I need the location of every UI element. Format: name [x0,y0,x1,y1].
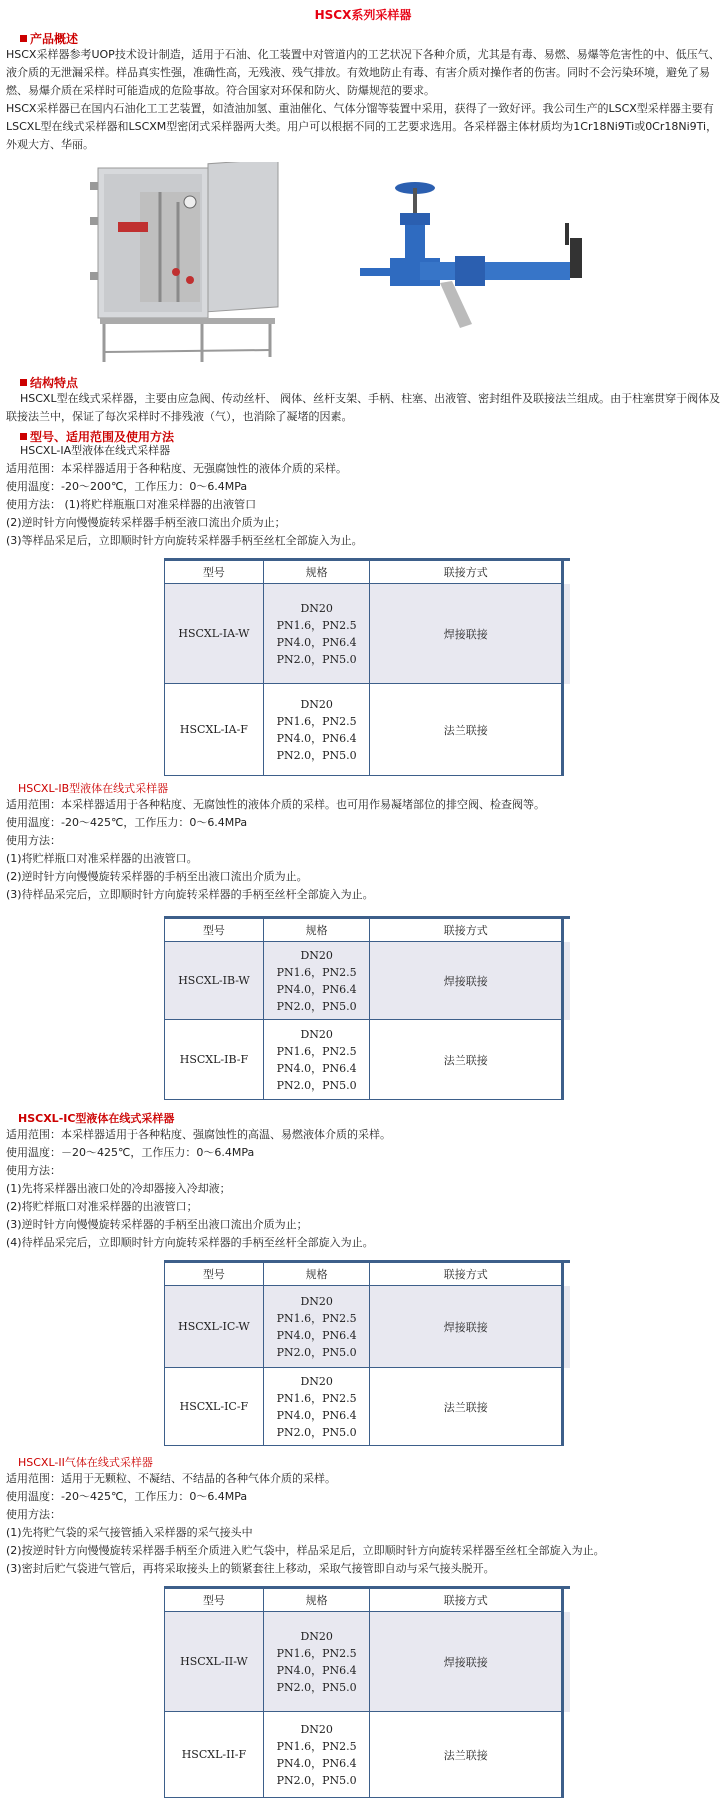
model-cell: HSCXL-IC-W [165,1286,264,1368]
ic-step-3: (3)逆时针方向慢慢旋转采样器的手柄至出液口流出介质为止； [6,1218,308,1231]
ii-heading: HSCXL-II气体在线式采样器 [18,1456,153,1469]
ii-step-3: (3)密封后贮气袋进气管后，再将采取接头上的锁紧套往上移动，采取气接管即自动与采气接头脱开。 [6,1562,495,1575]
spec-pn-c: PN2.0，PN5.0 [276,1773,357,1787]
col-model-header: 型号 [165,918,264,942]
spec-dn: DN20 [300,1722,333,1736]
structure-text: HSCXL型在线式采样器，主要由应急阀、传动丝杆、 阀体、丝杆支架、手柄、柱塞、出液管、密封组件及联接法兰组成。由于柱塞贯穿于阀体及联接法兰中，保证了每次采样时不排残液（气），也消除了凝堵的因素。 [6,392,721,423]
spec-dn: DN20 [300,948,333,962]
spec-cell [263,942,370,1020]
spec-pn-b: PN4.0，PN6.4 [276,1328,357,1342]
table-edge [563,584,570,684]
cabinet-sampler-image [90,162,290,367]
table-edge [563,1262,570,1286]
ii-step-1: (1)先将贮气袋的采气接管插入采样器的采气接头中 [6,1526,253,1539]
spec-pn-b: PN4.0，PN6.4 [276,731,357,745]
col-spec-header: 规格 [263,1588,370,1612]
ic-method: 使用方法： [6,1164,61,1177]
structure-heading-text: 结构特点 [30,376,79,390]
spec-pn-b: PN4.0，PN6.4 [276,635,357,649]
ib-step-2: (2)逆时针方向慢慢旋转采样器的手柄至出液口流出介质为止。 [6,870,308,883]
ia-temp: 使用温度：-20～200℃，工作压力：0～6.4MPa [6,480,248,493]
spec-dn: DN20 [300,1374,333,1388]
col-spec-header: 规格 [263,1262,370,1286]
ib-method: 使用方法： [6,834,61,847]
spec-table-ic [164,1260,570,1446]
bullet-square-icon [20,379,27,386]
spec-pn-c: PN2.0，PN5.0 [276,1425,357,1439]
inline-sampler-valve-image [360,178,600,348]
ib-heading: HSCXL-IB型液体在线式采样器 [18,782,169,795]
col-model-header: 型号 [165,1262,264,1286]
overview-heading-text: 产品概述 [30,32,79,46]
table-edge [563,1368,570,1446]
col-conn-header: 联接方式 [370,560,563,584]
spec-pn-c: PN2.0，PN5.0 [276,1680,357,1694]
table-edge [563,918,570,942]
col-spec-header: 规格 [263,560,370,584]
ic-temp: 使用温度：－20～425℃，工作压力：0～6.4MPa [6,1146,255,1159]
spec-pn-a: PN1.6，PN2.5 [276,618,357,632]
table-row [165,942,571,1020]
table-row [165,1020,571,1100]
model-cell: HSCXL-IB-W [165,942,264,1020]
table-row [165,1712,571,1798]
conn-cell: 法兰联接 [370,684,563,776]
col-conn-header: 联接方式 [370,918,563,942]
spec-pn-b: PN4.0，PN6.4 [276,1061,357,1075]
table-row [165,1612,571,1712]
ib-step-1: (1)将贮样瓶口对准采样器的出液管口。 [6,852,198,865]
col-conn-header: 联接方式 [370,1588,563,1612]
spec-pn-b: PN4.0，PN6.4 [276,1408,357,1422]
spec-pn-c: PN2.0，PN5.0 [276,999,357,1013]
overview-heading [20,30,78,47]
spec-cell [263,1712,370,1798]
spec-pn-a: PN1.6，PN2.5 [276,1311,357,1325]
spec-pn-c: PN2.0，PN5.0 [276,1078,357,1092]
conn-cell: 焊接联接 [370,942,563,1020]
models-heading-text: 型号、适用范围及使用方法 [30,430,175,444]
conn-cell: 焊接联接 [370,1612,563,1712]
spec-table-ii [164,1586,570,1798]
spec-pn-c: PN2.0，PN5.0 [276,652,357,666]
ii-step-2: (2)按逆时针方向慢慢旋转采样器手柄至介质进入贮气袋中，样品采足后，立即顺时针方向旋转采样器至丝杠全部旋入为止。 [6,1544,605,1557]
spec-pn-a: PN1.6，PN2.5 [276,1646,357,1660]
conn-cell: 法兰联接 [370,1020,563,1100]
spec-pn-c: PN2.0，PN5.0 [276,1345,357,1359]
model-cell: HSCXL-II-F [165,1712,264,1798]
ia-range: 适用范围：本采样器适用于各种粘度、无强腐蚀性的液体介质的采样。 [6,462,347,475]
model-cell: HSCXL-IA-W [165,584,264,684]
table-row [165,1286,571,1368]
col-conn-header: 联接方式 [370,1262,563,1286]
ib-step-3: (3)待样品采完后，立即顺时针方向旋转采样器的手柄至丝杆全部旋入为止。 [6,888,374,901]
col-spec-header: 规格 [263,918,370,942]
table-row [165,684,571,776]
conn-cell: 法兰联接 [370,1712,563,1798]
ii-temp: 使用温度：-20～425℃，工作压力：0～6.4MPa [6,1490,248,1503]
model-cell: HSCXL-II-W [165,1612,264,1712]
table-edge [563,1588,570,1612]
table-header-row [165,1588,571,1612]
ib-range: 适用范围：本采样器适用于各种粘度、无腐蚀性的液体介质的采样。也可用作易凝堵部位的排空阀、检查阀等。 [6,798,545,811]
bullet-square-icon [20,35,27,42]
ic-step-4: (4)待样品采完后，立即顺时针方向旋转采样器的手柄至丝杆全部旋入为止。 [6,1236,374,1249]
ic-step-2: (2)将贮样瓶口对准采样器的出液管口； [6,1200,198,1213]
spec-table-ia [164,558,570,776]
col-model-header: 型号 [165,1588,264,1612]
table-row [165,584,571,684]
spec-pn-a: PN1.6，PN2.5 [276,1391,357,1405]
table-edge [563,942,570,1020]
spec-cell [263,584,370,684]
model-cell: HSCXL-IA-F [165,684,264,776]
overview-paragraph-2: HSCX采样器已在国内石油化工工艺装置，如渣油加氢、重油催化、气体分馏等装置中采用，获得了一致好评。我公司生产的LSCX型采样器主要有LSCXL型在线式采样器和LSCXM型密闭式采样器两大类。用户可以根据不同的工艺要求选用。各采样器主体材质均为1Cr18Ni9Ti或0Cr18Ni9Ti，外观大方、华丽。 [6,102,718,151]
spec-pn-b: PN4.0，PN6.4 [276,1756,357,1770]
ii-method: 使用方法： [6,1508,61,1521]
ic-heading: HSCXL-IC型液体在线式采样器 [18,1112,175,1125]
table-edge [563,684,570,776]
spec-dn: DN20 [300,601,333,615]
table-header-row [165,560,571,584]
spec-dn: DN20 [300,697,333,711]
table-edge [563,1712,570,1798]
overview-paragraph-1: HSCX采样器参考UOP技术设计制造，适用于石油、化工装置中对管道内的工艺状况下各种介质，尤其是有毒、易燃、易爆等危害性的中、低压气、液介质的无泄漏采样。样品真实性强，准确性高，无残液、残气排放。有效地防止有毒、有害介质对操作者的伤害。同时不会污染环境，避免了易燃、易爆介质在采样时可能造成的危险事故。符合国家对环保和防火、防爆规范的要求。 [6,48,720,97]
ib-temp: 使用温度：-20～425℃，工作压力：0～6.4MPa [6,816,248,829]
spec-pn-c: PN2.0，PN5.0 [276,748,357,762]
spec-dn: DN20 [300,1027,333,1041]
conn-cell: 焊接联接 [370,584,563,684]
spec-cell [263,1612,370,1712]
ia-heading: HSCXL-IA型液体在线式采样器 [20,444,171,457]
table-header-row [165,1262,571,1286]
spec-pn-a: PN1.6，PN2.5 [276,714,357,728]
bullet-square-icon [20,433,27,440]
table-edge [563,560,570,584]
model-cell: HSCXL-IC-F [165,1368,264,1446]
spec-cell [263,684,370,776]
spec-dn: DN20 [300,1294,333,1308]
model-cell: HSCXL-IB-F [165,1020,264,1100]
table-edge [563,1020,570,1100]
table-row [165,1368,571,1446]
table-header-row [165,918,571,942]
spec-table-ib [164,916,570,1100]
ic-range: 适用范围：本采样器适用于各种粘度、强腐蚀性的高温、易燃液体介质的采样。 [6,1128,391,1141]
spec-pn-a: PN1.6，PN2.5 [276,965,357,979]
spec-pn-a: PN1.6，PN2.5 [276,1739,357,1753]
col-model-header: 型号 [165,560,264,584]
structure-heading [20,374,78,391]
ii-range: 适用范围：适用于无颗粒、不凝结、不结晶的各种气体介质的采样。 [6,1472,336,1485]
table-edge [563,1612,570,1712]
ic-step-1: (1)先将采样器出液口处的冷却器接入冷却液； [6,1182,231,1195]
conn-cell: 法兰联接 [370,1368,563,1446]
spec-cell [263,1286,370,1368]
table-edge [563,1286,570,1368]
spec-dn: DN20 [300,1629,333,1643]
ia-step-2: (2)逆时针方向慢慢旋转采样器手柄至液口流出介质为止； [6,516,286,529]
page-title: HSCX系列采样器 [314,8,412,22]
conn-cell: 焊接联接 [370,1286,563,1368]
ia-method: 使用方法： (1)将贮样瓶瓶口对准采样器的出液管口 [6,498,257,511]
spec-pn-a: PN1.6，PN2.5 [276,1044,357,1058]
spec-cell [263,1020,370,1100]
ia-step-3: (3)等样品采足后，立即顺时针方向旋转采样器手柄至丝杠全部旋入为止。 [6,534,363,547]
spec-pn-b: PN4.0，PN6.4 [276,982,357,996]
spec-cell [263,1368,370,1446]
spec-pn-b: PN4.0，PN6.4 [276,1663,357,1677]
